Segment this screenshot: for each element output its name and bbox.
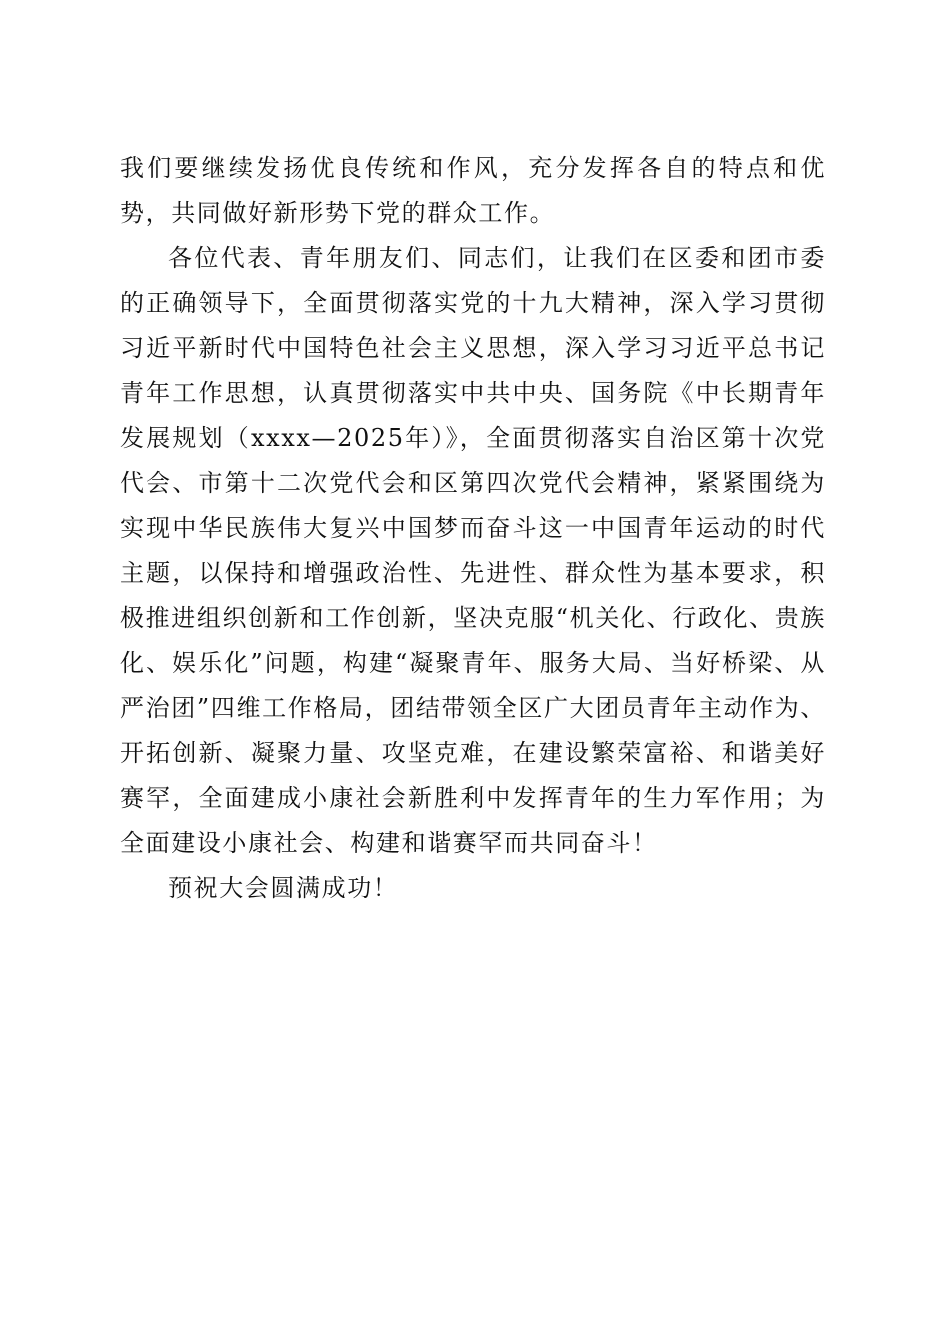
paragraph-closing-address: 各位代表、青年朋友们、同志们，让我们在区委和团市委的正确领导下，全面贯彻落实党的十九大精神，深入学习贯彻习近平新时代中国特色社会主义思想，深入学习习近平总书记青年工作思想，认真贯彻落实中共中央、国务院《中长期青年发展规划（xxxx—2025年）》，全面贯彻落实自治区第十次党代会、市第十二次党代会和区第四次党代会精神，紧紧围绕为实现中华民族伟大复兴中国梦而奋斗这一中国青年运动的时代主题，以保持和增强政治性、先进性、群众性为基本要求，积极推进组织创新和工作创新，坚决克服“机关化、行政化、贵族化、娱乐化”问题，构建“凝聚青年、服务大局、当好桥梁、从严治团”四维工作格局，团结带领全区广大团员青年主动作为、开拓创新、凝聚力量、攻坚克难，在建设繁荣富裕、和谐美好赛罕，全面建成小康社会新胜利中发挥青年的生力军作用；为全面建设小康社会、构建和谐赛罕而共同奋斗！: [120, 244, 826, 857]
paragraph-closing-wish: 预祝大会圆满成功！: [168, 874, 399, 902]
paragraph-continuation: 我们要继续发扬优良传统和作风，充分发挥各自的特点和优势，共同做好新形势下党的群众工作。: [120, 154, 826, 227]
document-body: [120, 146, 826, 911]
